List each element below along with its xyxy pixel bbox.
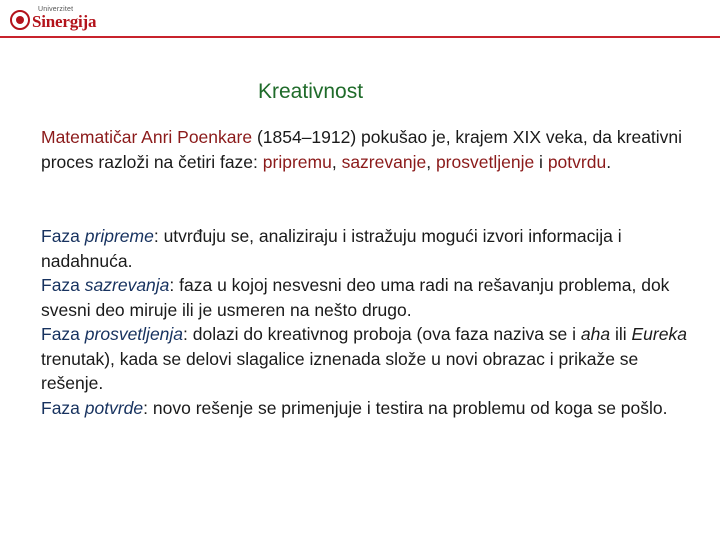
intro-sep-1: ,: [331, 151, 342, 172]
phase-description: : utvrđuju se, analiziraju i istražuju mogući izvori informacija i nadahnuća.: [41, 226, 622, 271]
phase-description: : faza u kojoj nesvesni deo uma radi na rešavanju problema, dok svesni deo miruje ili je usmeren na nešto drugo.: [41, 275, 670, 320]
intro-sep-3: i: [534, 151, 548, 172]
intro-end: .: [606, 151, 612, 172]
slide-title: Kreativnost: [258, 80, 364, 103]
intro-phase-1: pripremu: [262, 151, 332, 172]
phase-description-end: trenutak), kada se delovi slagalice iznenada slože u novi obrazac i prikaže se rešenje.: [41, 348, 639, 393]
phase-label: Faza: [41, 275, 80, 295]
intro-paragraph: [41, 125, 701, 174]
phase-name: prosvetljenja: [84, 324, 184, 344]
phase-name: sazrevanja: [84, 275, 170, 295]
phase-item: [41, 396, 701, 421]
phase-item: [41, 322, 701, 396]
intro-phase-4: potvrdu: [547, 151, 607, 172]
phase-description: : dolazi do kreativnog proboja (ova faza naziva se i: [183, 324, 581, 344]
phase-term-eureka: Eureka: [631, 324, 687, 344]
phase-name: pripreme: [84, 226, 154, 246]
phase-item: [41, 224, 701, 273]
intro-person: Matematičar Anri Poenkare: [41, 127, 253, 147]
header-divider: [0, 36, 720, 38]
phase-label: Faza: [41, 397, 80, 418]
phases-list: [41, 224, 701, 420]
logo-caption: Univerzitet: [38, 6, 74, 13]
intro-phase-2: sazrevanje: [341, 151, 427, 172]
intro-text: (1854–1912) pokušao je, krajem XIX veka, da kreativni proces razloži na četiri faze:: [41, 127, 683, 172]
phase-term-aha: aha: [580, 324, 611, 344]
university-emblem-icon: [10, 10, 30, 30]
intro-phase-3: prosvetljenje: [435, 151, 535, 172]
university-logo: [10, 4, 97, 32]
phase-name: potvrde: [84, 397, 144, 418]
phase-description-cont: ili: [610, 324, 632, 344]
intro-sep-2: ,: [426, 151, 436, 172]
phase-item: [41, 273, 701, 322]
logo-wordmark: Sinergija: [32, 12, 97, 31]
phase-label: Faza: [41, 324, 80, 344]
phase-description: : novo rešenje se primenjuje i testira na problemu od koga se pošlo.: [143, 397, 668, 418]
phase-label: Faza: [41, 226, 80, 246]
